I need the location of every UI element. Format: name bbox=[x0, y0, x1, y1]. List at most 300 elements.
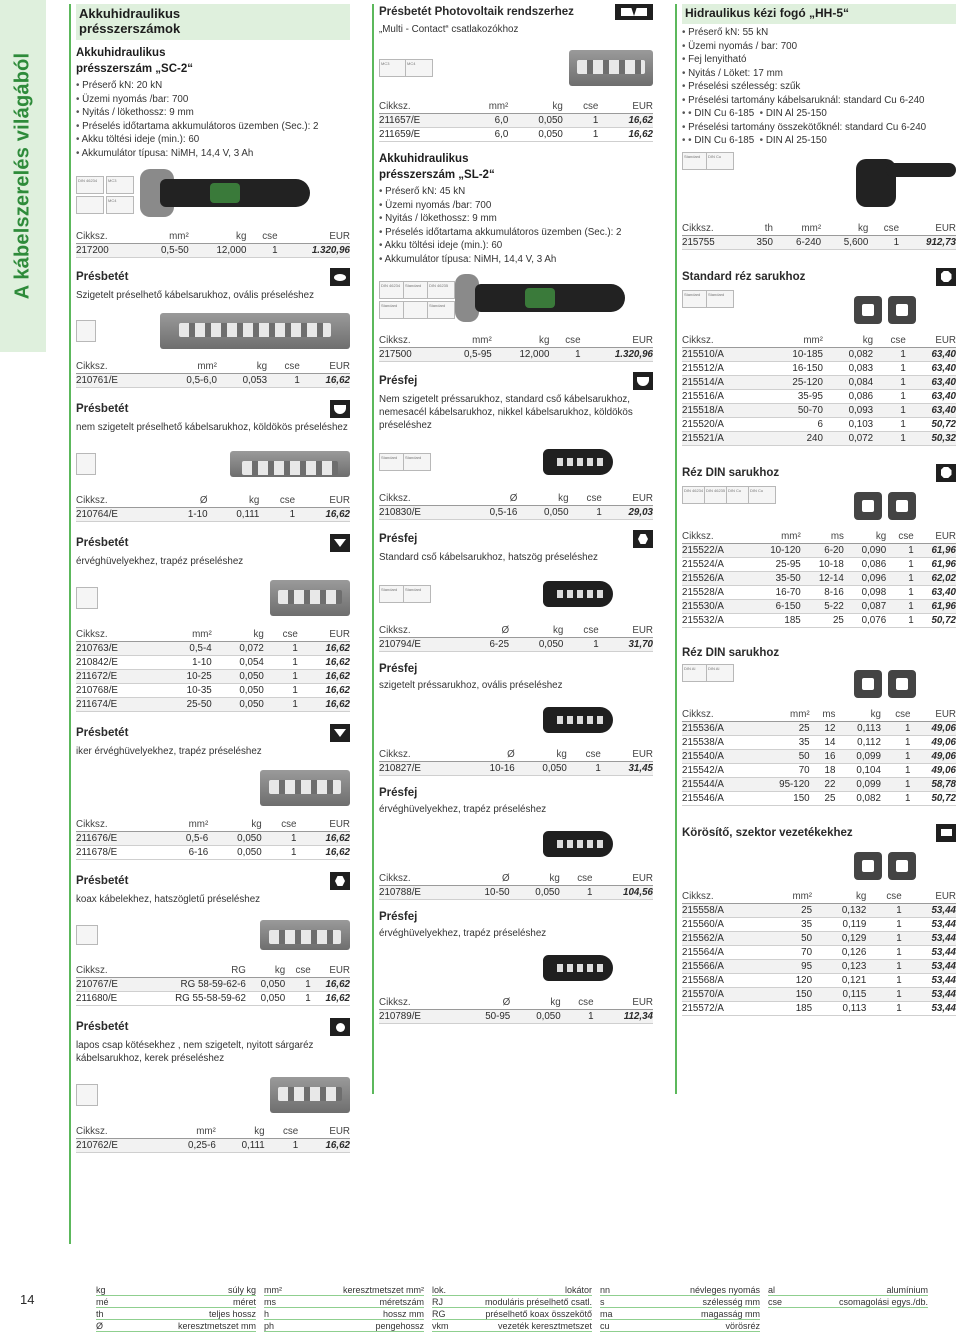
product-sl2: Akkuhidraulikus présszerszám „SL-2“ • Préserő kN: 45 kN • Üzemi nyomás /bar: 700 • Nyitás / lökethossz: 9 mm • Préselés időtartama akkumulátoros üzemben (Sec.): 2 • Akku töltési ideje (min.): 60 • Akkumulátor típusa: NiMH, 14,4 V, 3 Ah DIN 46234 Standard DIN 46235 Standard Standard Cikksz. mm² kg cse EUR 217500 0,5-95 12,000 1 1.320,96 bbox=[379, 152, 653, 362]
table-cell: 0,072 bbox=[212, 642, 264, 656]
jaw-section: Présfej érvéghüvelyekhez, trapéz préseléshez Cikksz. Ø kg cse EUR 210788/E 10-50 0,050 1 104,56 bbox=[379, 787, 653, 898]
column-divider bbox=[675, 4, 677, 1094]
table-cell: 18 bbox=[810, 763, 836, 777]
die-set-section: Körösítő, szektor vezetékekhez Cikksz. mm² kg cse EUR 215558/A 25 0,132 1 53,44 215560/A 35 0,119 1 53,44 215562/A 50 0,129 1 53,44 215564/A 70 0,126 1 53,44 215566/A 95 0,123 1 53,44 215568/A 120 0,121 1 53,44 215570/A 150 0,115 1 53,44 215572/A 185 0,113 1 53,44 bbox=[682, 824, 956, 1016]
table-cell: 215516/A bbox=[682, 389, 761, 403]
thumbnail-label: DIN Al bbox=[682, 664, 710, 682]
table-header bbox=[379, 334, 653, 348]
table-cell: 10-50 bbox=[458, 886, 509, 900]
jaw-section: Présfej szigetelt préssarukhoz, ovális préseléshez Cikksz. Ø kg cse EUR 210827/E 10-16 0,050 1 31,45 bbox=[379, 663, 653, 774]
table-cell: 210762/E bbox=[76, 1139, 158, 1153]
hexagon-die-icon bbox=[936, 268, 956, 286]
spec-item: • Akkumulátor típusa: NiMH, 14,4 V, 3 Ah bbox=[76, 147, 350, 161]
legend-entry bbox=[432, 1284, 592, 1296]
price-table bbox=[76, 494, 350, 522]
table-cell: 0,093 bbox=[823, 403, 873, 417]
table-cell: 1 bbox=[866, 987, 901, 1001]
table-cell: 215538/A bbox=[682, 735, 754, 749]
legend-abbr: h bbox=[264, 1309, 270, 1319]
price-cell: 912,73 bbox=[899, 235, 956, 249]
price-cell: 16,62 bbox=[298, 670, 350, 684]
column-header: EUR bbox=[899, 222, 956, 236]
legend-meaning: szélesség mm bbox=[702, 1297, 760, 1307]
table-cell: 16 bbox=[810, 749, 836, 763]
table-cell: 0,5-50 bbox=[135, 244, 189, 258]
jaw-section: Présfej Nem szigetelt préssarukhoz, standard cső kábelsarukhoz, nemesacél kábelsarukhoz, nikkel kábelsarukhoz, köldökös préseléshez Standard Standard Cikksz. Ø kg cse EUR 210830/E 0,5-16 0,050 1 29,03 bbox=[379, 372, 653, 520]
table-cell: 210768/E bbox=[76, 684, 159, 698]
table-cell: 1 bbox=[866, 945, 901, 959]
table-header bbox=[76, 360, 350, 374]
table-cell: 12-14 bbox=[801, 571, 844, 585]
price-cell: 16,62 bbox=[598, 128, 653, 142]
table-cell: 1 bbox=[563, 128, 599, 142]
price-table bbox=[682, 222, 956, 250]
column-header: Cikksz. bbox=[379, 492, 460, 506]
table-row bbox=[682, 987, 956, 1001]
table-row bbox=[379, 114, 653, 128]
table-row bbox=[379, 128, 653, 142]
column-header: kg bbox=[246, 964, 285, 978]
column-header: cse bbox=[567, 748, 601, 762]
table-cell: 35-95 bbox=[761, 389, 823, 403]
terminal-thumbnails bbox=[379, 281, 449, 319]
table-cell: 95-120 bbox=[754, 777, 810, 791]
table-header bbox=[76, 818, 350, 832]
price-cell: 16,62 bbox=[298, 684, 350, 698]
table-row bbox=[379, 886, 653, 900]
table-cell: 1 bbox=[881, 777, 911, 791]
price-cell: 49,06 bbox=[910, 721, 956, 735]
legend-abbr: Ø bbox=[96, 1321, 104, 1331]
table-cell: 50-70 bbox=[761, 403, 823, 417]
jaw-image bbox=[543, 443, 623, 481]
price-cell: 58,78 bbox=[910, 777, 956, 791]
price-table bbox=[379, 996, 653, 1024]
thumbnail-label: Standard bbox=[682, 152, 710, 170]
column-header: kg bbox=[217, 360, 267, 374]
column-divider bbox=[372, 4, 374, 1094]
table-header bbox=[76, 628, 350, 642]
table-cell: 0,050 bbox=[208, 832, 261, 846]
table-cell: 1 bbox=[873, 389, 906, 403]
table-cell: 95 bbox=[768, 959, 812, 973]
die-set-image bbox=[854, 296, 916, 324]
table-cell: 25 bbox=[801, 613, 844, 627]
product-sc2: Akkuhidraulikus présszerszám „SC-2“ • Préserő kN: 20 kN • Üzemi nyomás /bar: 700 • Nyitás / lökethossz: 9 mm • Préselés időtartama akkumulátoros üzemben (Sec.): 2 • Akku töltési ideje (min.): 60 • Akkumulátor típusa: NiMH, 14,4 V, 3 Ah DIN 46234 MC3 MC4 Cikksz. mm² kg cse EUR 217200 0,5-50 12,000 1 1.320,96 bbox=[76, 46, 350, 258]
legend-abbr: th bbox=[96, 1309, 104, 1319]
table-cell: 211676/E bbox=[76, 832, 159, 846]
spec-item: • Akku töltési ideje (min.): 60 bbox=[76, 133, 350, 147]
table-row bbox=[682, 585, 956, 599]
table-row bbox=[76, 508, 350, 522]
legend-entry bbox=[432, 1308, 592, 1320]
table-row bbox=[682, 599, 956, 613]
thumbnail-label: Standard bbox=[403, 281, 431, 299]
column-header: EUR bbox=[601, 748, 653, 762]
table-row bbox=[682, 389, 956, 403]
price-cell: 16,62 bbox=[300, 374, 350, 388]
trapezoid-die-icon bbox=[330, 534, 350, 552]
table-cell: 12 bbox=[810, 721, 836, 735]
legend-entry bbox=[432, 1296, 592, 1308]
legend-meaning: lokátor bbox=[564, 1285, 592, 1295]
price-cell: 50,72 bbox=[906, 417, 956, 431]
column-header: mm² bbox=[135, 230, 189, 244]
legend-meaning: vezeték keresztmetszet bbox=[497, 1321, 592, 1331]
table-cell: 1 bbox=[560, 886, 593, 900]
legend-entry bbox=[432, 1320, 592, 1332]
column-header: mm² bbox=[749, 530, 801, 544]
table-cell: 215530/A bbox=[682, 599, 749, 613]
price-cell: 63,40 bbox=[914, 585, 956, 599]
spec-item: • Akkumulátor típusa: NiMH, 14,4 V, 3 Ah bbox=[379, 253, 653, 267]
table-cell: 10-25 bbox=[159, 670, 212, 684]
table-cell: 8-16 bbox=[801, 585, 844, 599]
price-cell: 16,62 bbox=[296, 846, 350, 860]
legend-abbr: mé bbox=[96, 1297, 109, 1307]
table-row bbox=[76, 684, 350, 698]
table-header bbox=[76, 964, 350, 978]
die-set-section: Réz DIN sarukhoz DIN 46234 DIN 46235 DIN Cu DIN Cu Cikksz. mm² ms kg cse EUR 215522/A 10-120 6-20 0,090 1 61,96 215524/A 25-95 10-18 0,086 1 61,96 215526/A 35-50 12-14 0,096 1 62,02 215528/A 16-70 8-16 0,098 1 63,40 215530/A 6-150 5-22 0,087 1 61,96 215532/A 185 25 0,076 1 50,72 bbox=[682, 464, 956, 628]
price-cell: 31,45 bbox=[601, 762, 653, 776]
thumbnail-label: Standard bbox=[706, 290, 734, 308]
column-header: kg bbox=[835, 708, 880, 722]
crimping-tool-image bbox=[455, 270, 635, 330]
table-cell: 0,5-6 bbox=[159, 832, 208, 846]
column-header: Ø bbox=[459, 996, 510, 1010]
price-cell: 50,32 bbox=[906, 431, 956, 445]
table-cell: 0,082 bbox=[823, 347, 873, 361]
jaw-image bbox=[543, 701, 623, 739]
legend-abbr: lok. bbox=[432, 1285, 447, 1295]
terminal-thumbnails bbox=[682, 664, 728, 682]
table-cell: 1 bbox=[264, 684, 298, 698]
price-cell: 49,06 bbox=[910, 735, 956, 749]
table-row bbox=[379, 638, 653, 652]
table-header bbox=[76, 1125, 350, 1139]
price-cell: 63,40 bbox=[906, 361, 956, 375]
legend-meaning: hossz mm bbox=[382, 1309, 424, 1319]
column-header: Cikksz. bbox=[682, 708, 754, 722]
column-header: Cikksz. bbox=[379, 624, 465, 638]
column-header: cse bbox=[267, 360, 300, 374]
table-cell: 0,083 bbox=[823, 361, 873, 375]
table-cell: 1 bbox=[886, 599, 914, 613]
table-row bbox=[682, 235, 956, 249]
die-set-image bbox=[854, 852, 916, 880]
column-header: EUR bbox=[300, 360, 350, 374]
table-row bbox=[682, 543, 956, 557]
ellipse-die-icon bbox=[330, 268, 350, 286]
table-row bbox=[682, 347, 956, 361]
column-header: kg bbox=[208, 494, 260, 508]
table-cell: 1 bbox=[873, 361, 906, 375]
table-row bbox=[76, 656, 350, 670]
legend-entry bbox=[96, 1320, 256, 1332]
price-cell: 53,44 bbox=[902, 987, 956, 1001]
thumbnail-label: DIN Cu bbox=[726, 486, 754, 504]
table-cell: 1 bbox=[886, 571, 914, 585]
table-row bbox=[379, 762, 653, 776]
table-cell: 0,053 bbox=[217, 374, 267, 388]
column-header: cse bbox=[868, 222, 899, 236]
hexagon-jaw-icon bbox=[633, 530, 653, 548]
table-cell: 0,090 bbox=[844, 543, 886, 557]
table-cell: 35-50 bbox=[749, 571, 801, 585]
legend-meaning: pengehossz bbox=[375, 1321, 424, 1331]
table-cell: 0,050 bbox=[212, 698, 264, 712]
table-cell: 210788/E bbox=[379, 886, 458, 900]
column-header: kg bbox=[844, 530, 886, 544]
section-header: Akkuhidraulikus présszerszámok bbox=[76, 4, 350, 40]
price-cell: 16,62 bbox=[298, 656, 350, 670]
legend-entry bbox=[768, 1284, 928, 1296]
table-cell: 1 bbox=[881, 735, 911, 749]
table-cell: 1 bbox=[881, 763, 911, 777]
table-row bbox=[379, 348, 653, 362]
page-number: 14 bbox=[20, 1292, 35, 1307]
table-cell: 215572/A bbox=[682, 1001, 768, 1015]
price-cell: 53,44 bbox=[902, 917, 956, 931]
hand-tool-image bbox=[796, 155, 956, 215]
column-header: kg bbox=[212, 628, 264, 642]
column-header: EUR bbox=[298, 628, 350, 642]
table-row bbox=[682, 557, 956, 571]
column-header: EUR bbox=[602, 492, 653, 506]
price-cell: 49,06 bbox=[910, 749, 956, 763]
hh5-header: Hidraulikus kézi fogó „HH-5“ bbox=[682, 4, 956, 24]
table-cell: 10-185 bbox=[761, 347, 823, 361]
table-row bbox=[76, 992, 350, 1006]
table-cell: 1 bbox=[866, 917, 901, 931]
column-header: mm² bbox=[159, 818, 208, 832]
legend-entry bbox=[264, 1296, 424, 1308]
ferrule-thumbnail bbox=[76, 587, 98, 609]
price-cell: 63,40 bbox=[906, 347, 956, 361]
table-cell: 25-120 bbox=[761, 375, 823, 389]
column-header: ms bbox=[801, 530, 844, 544]
table-cell: 16-70 bbox=[749, 585, 801, 599]
price-cell: 16,62 bbox=[298, 642, 350, 656]
table-cell: 215518/A bbox=[682, 403, 761, 417]
spec-item: • Üzemi nyomás /bar: 700 bbox=[379, 199, 653, 213]
column-header: cse bbox=[569, 492, 602, 506]
thumbnail-label: DIN Al bbox=[706, 664, 734, 682]
price-cell: 50,72 bbox=[914, 613, 956, 627]
table-cell: 0,103 bbox=[823, 417, 873, 431]
table-row bbox=[682, 903, 956, 917]
column-header: Cikksz. bbox=[682, 334, 761, 348]
table-cell: 1 bbox=[873, 347, 906, 361]
table-cell: 35 bbox=[754, 735, 810, 749]
price-table bbox=[76, 230, 350, 258]
table-cell: 0,132 bbox=[812, 903, 866, 917]
crimping-tool-image bbox=[140, 165, 330, 225]
table-cell: 0,050 bbox=[246, 992, 285, 1006]
table-row bbox=[76, 244, 350, 258]
product-hh5 bbox=[682, 26, 956, 250]
jaw-image bbox=[543, 825, 623, 863]
table-cell: 70 bbox=[768, 945, 812, 959]
table-cell: 1 bbox=[873, 403, 906, 417]
column-header: Cikksz. bbox=[682, 530, 749, 544]
column-header: kg bbox=[821, 222, 868, 236]
table-cell: 1 bbox=[549, 348, 580, 362]
table-cell: 0,050 bbox=[208, 846, 261, 860]
price-cell: 53,44 bbox=[902, 973, 956, 987]
side-title: A kábelszerelés világából bbox=[11, 52, 34, 300]
trapezoid-die-icon bbox=[330, 724, 350, 742]
die-image bbox=[260, 920, 350, 950]
table-cell: 12,000 bbox=[492, 348, 550, 362]
table-cell: RG 58-59-62-6 bbox=[138, 978, 246, 992]
table-cell: 0,082 bbox=[835, 791, 880, 805]
table-cell: 1 bbox=[866, 931, 901, 945]
thumbnail-label bbox=[76, 196, 104, 214]
price-table bbox=[682, 530, 956, 628]
table-cell: 1 bbox=[259, 508, 295, 522]
price-table bbox=[76, 360, 350, 388]
legend-abbr: vkm bbox=[432, 1321, 449, 1331]
table-cell: 1 bbox=[265, 1139, 299, 1153]
legend-entry bbox=[600, 1284, 760, 1296]
table-cell: 185 bbox=[749, 613, 801, 627]
table-cell: 210789/E bbox=[379, 1010, 459, 1024]
table-cell: RG 55-58-59-62 bbox=[138, 992, 246, 1006]
table-cell: 0,076 bbox=[844, 613, 886, 627]
u-die-icon bbox=[330, 400, 350, 418]
column-header: Cikksz. bbox=[379, 872, 458, 886]
column-header: EUR bbox=[592, 872, 653, 886]
column-header: cse bbox=[560, 872, 593, 886]
legend-meaning: csomagolási egys./db. bbox=[838, 1297, 928, 1307]
column-header: Cikksz. bbox=[76, 628, 159, 642]
table-cell: 0,099 bbox=[835, 749, 880, 763]
table-cell: 185 bbox=[768, 1001, 812, 1015]
price-cell: 104,56 bbox=[592, 886, 653, 900]
table-cell: 0,126 bbox=[812, 945, 866, 959]
table-cell: 215521/A bbox=[682, 431, 761, 445]
die-section: Présbetét lapos csap kötésekhez , nem szigetelt, nyitott sárgaréz kábelsarukhoz, kerek préseléshez Cikksz. mm² kg cse EUR 210762/E 0,25-6 0,111 1 16,62 bbox=[76, 1018, 350, 1153]
price-cell: 62,02 bbox=[914, 571, 956, 585]
thumbnail-label: DIN 46234 bbox=[682, 486, 710, 504]
legend-entry bbox=[600, 1308, 760, 1320]
table-cell: 0,050 bbox=[510, 1010, 560, 1024]
legend-column bbox=[264, 1284, 424, 1332]
column-header: Cikksz. bbox=[76, 964, 138, 978]
column-header: RG bbox=[138, 964, 246, 978]
table-row bbox=[682, 431, 956, 445]
table-cell: 210794/E bbox=[379, 638, 465, 652]
column-header: mm² bbox=[464, 100, 508, 114]
table-cell: 1 bbox=[264, 698, 298, 712]
table-cell: 210763/E bbox=[76, 642, 159, 656]
table-cell: 1 bbox=[886, 557, 914, 571]
table-cell: 0,5-95 bbox=[438, 348, 492, 362]
table-header bbox=[682, 334, 956, 348]
terminal-thumbnails bbox=[76, 176, 134, 214]
table-cell: 0,5-4 bbox=[159, 642, 212, 656]
price-cell: 16,62 bbox=[598, 114, 653, 128]
legend-entry bbox=[96, 1284, 256, 1296]
column-header: kg bbox=[812, 890, 866, 904]
table-cell: 215566/A bbox=[682, 959, 768, 973]
price-table bbox=[682, 890, 956, 1016]
table-cell: 210767/E bbox=[76, 978, 138, 992]
legend-column bbox=[96, 1284, 256, 1332]
column-header: EUR bbox=[914, 530, 956, 544]
price-table bbox=[682, 334, 956, 446]
table-cell: 0,5-16 bbox=[460, 506, 517, 520]
legend-meaning: névleges nyomás bbox=[689, 1285, 760, 1295]
column-header: cse bbox=[259, 494, 295, 508]
column-header: EUR bbox=[298, 1125, 350, 1139]
abbreviation-legend bbox=[96, 1284, 936, 1332]
round-die-icon bbox=[330, 1018, 350, 1036]
legend-entry bbox=[264, 1308, 424, 1320]
price-cell: 16,62 bbox=[298, 698, 350, 712]
table-cell: 215528/A bbox=[682, 585, 749, 599]
table-cell: 6-25 bbox=[465, 638, 509, 652]
price-table bbox=[76, 628, 350, 712]
table-row bbox=[682, 361, 956, 375]
table-row bbox=[76, 832, 350, 846]
column-header: cse bbox=[563, 100, 599, 114]
column-header: kg bbox=[492, 334, 550, 348]
table-cell: 1 bbox=[881, 749, 911, 763]
legend-meaning: alumínium bbox=[886, 1285, 928, 1295]
table-row bbox=[76, 1139, 350, 1153]
table-row bbox=[682, 931, 956, 945]
table-cell: 215562/A bbox=[682, 931, 768, 945]
column-header: mm² bbox=[768, 890, 812, 904]
table-cell: 22 bbox=[810, 777, 836, 791]
table-cell: 1 bbox=[868, 235, 899, 249]
price-cell: 61,96 bbox=[914, 543, 956, 557]
table-cell: 1 bbox=[866, 973, 901, 987]
hexagon-die-icon bbox=[936, 464, 956, 482]
table-cell: 0,050 bbox=[517, 506, 568, 520]
thumbnail-label: Standard bbox=[427, 301, 455, 319]
table-cell: 215510/A bbox=[682, 347, 761, 361]
table-cell: 10-35 bbox=[159, 684, 212, 698]
column-header: Ø bbox=[460, 492, 517, 506]
column-header: Ø bbox=[462, 748, 515, 762]
legend-entry bbox=[600, 1296, 760, 1308]
terminal-thumbnail bbox=[76, 320, 96, 342]
table-cell: 215564/A bbox=[682, 945, 768, 959]
table-row bbox=[682, 403, 956, 417]
table-row bbox=[682, 959, 956, 973]
terminal-thumbnail bbox=[76, 1084, 98, 1106]
table-header bbox=[379, 624, 653, 638]
column-header: cse bbox=[285, 964, 311, 978]
thumbnail-label: Standard bbox=[379, 453, 407, 471]
column-header: cse bbox=[264, 628, 298, 642]
table-cell: 6-150 bbox=[749, 599, 801, 613]
table-cell: 0,25-6 bbox=[158, 1139, 216, 1153]
column-header: Cikksz. bbox=[76, 360, 155, 374]
column-header: cse bbox=[866, 890, 901, 904]
table-cell: 25-95 bbox=[749, 557, 801, 571]
thumbnail-label: MC4 bbox=[106, 196, 134, 214]
terminal-thumbnails bbox=[682, 486, 768, 504]
price-table bbox=[379, 748, 653, 776]
column-header: cse bbox=[561, 996, 594, 1010]
table-cell: 0,104 bbox=[835, 763, 880, 777]
price-cell: 1.320,96 bbox=[278, 244, 350, 258]
table-cell: 12,000 bbox=[189, 244, 247, 258]
